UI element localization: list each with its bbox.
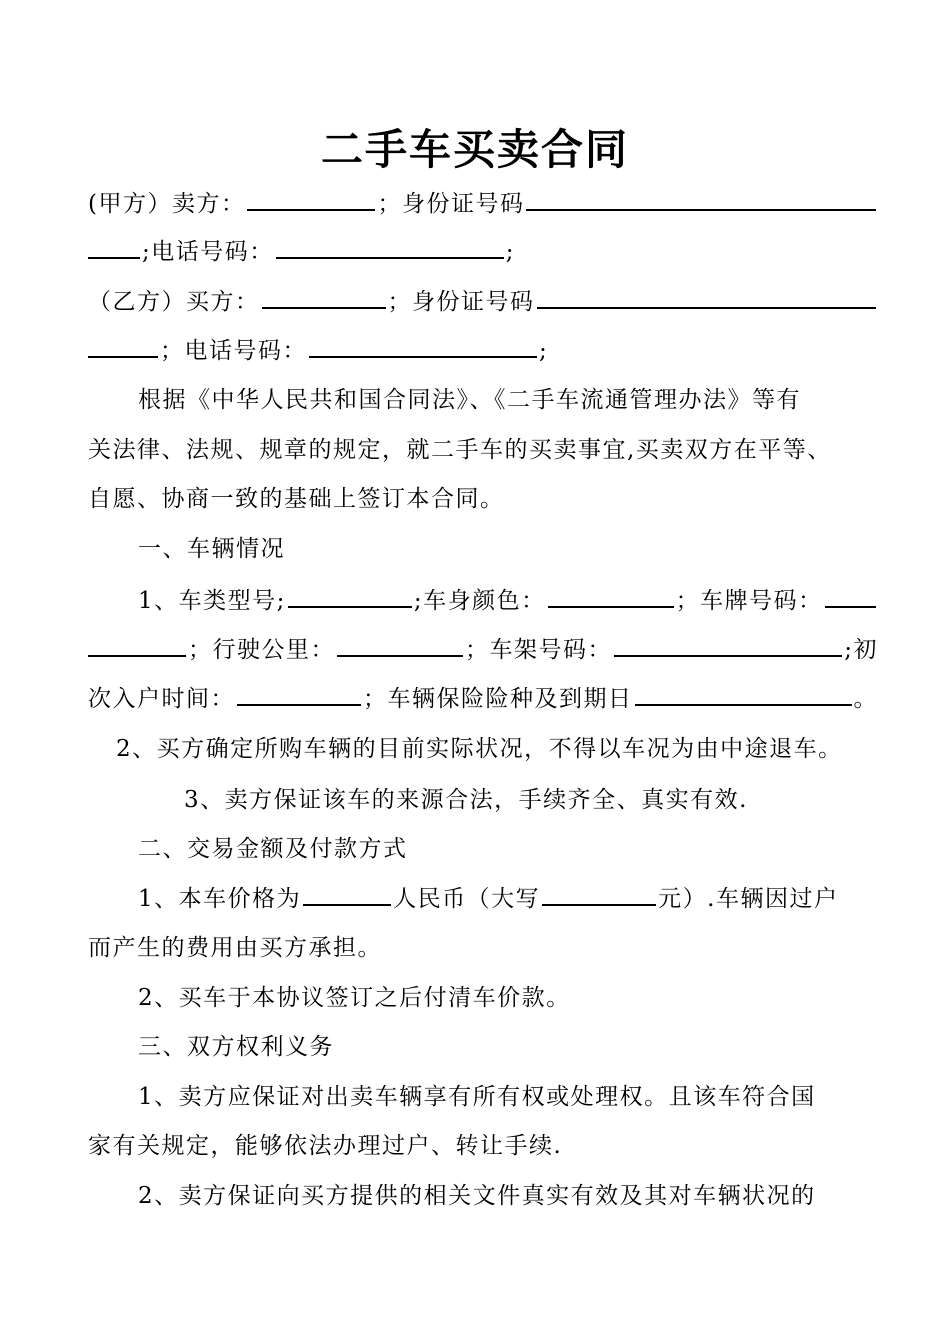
seller-end: ; [505,239,515,265]
model-blank [288,584,412,608]
seller-id-blank-cont [88,235,140,259]
price-transfer-text: 元）.车辆因过户 [658,886,839,912]
party-a-line-1 [88,186,878,222]
preamble-line-1: 根据《中华人民共和国合同法》、《二手车流通管理办法》等有 [138,387,801,413]
buyer-id-blank-cont [88,334,158,358]
preamble-line-2: 关法律、法规、规章的规定，就二手车的买卖事宜,买卖双方在平等、 [88,437,832,463]
buyer-phone-label: ；电话号码： [160,338,307,364]
seller-phone-label: ;电话号码： [142,239,274,265]
mileage-blank [337,633,463,657]
buyer-end: ; [539,338,549,364]
color-label: ;车身颜色： [413,588,546,614]
price-line-2: 而产生的费用由买方承担。 [88,935,382,961]
buyer-name-blank [262,285,386,309]
seller-id-label: ；身份证号码 [377,191,525,217]
party-a-line-2 [88,234,878,270]
preamble-line-3: 自愿、协商一致的基础上签订本合同。 [88,486,505,512]
mileage-label: ；行驶公里： [188,637,335,663]
price-rmb-label: 人民币（大写 [393,886,541,912]
seller-name-blank [247,187,375,211]
insurance-end: 。 [853,686,878,712]
buyer-label: （乙方）买方： [88,289,260,315]
vin-blank [614,633,842,657]
seller-id-blank [526,187,876,211]
buyer-id-label: ；身份证号码 [387,289,535,315]
vehicle-item-2: 2、买方确定所购车辆的目前实际状况，不得以车况为由中途退车。 [116,736,843,762]
price-line-1 [138,881,878,917]
vin-label: ；车架号码： [465,637,612,663]
price-blank [303,882,391,906]
insurance-blank [635,682,852,706]
rights-item-1-line-2: 家有关规定，能够依法办理过户、转让手续. [88,1133,563,1159]
vehicle-line-2 [88,632,878,668]
section-3-heading: 三、双方权利义务 [138,1034,334,1060]
plate-blank [825,584,876,608]
price-label: 1、本车价格为 [138,886,302,912]
insurance-label: ；车辆保险险种及到期日 [363,686,633,712]
price-upper-blank [542,882,656,906]
plate-blank-cont [88,633,186,657]
payment-item-2: 2、买车于本协议签订之后付清车价款。 [138,985,571,1011]
color-blank [548,584,674,608]
party-b-line-1 [88,284,878,320]
first-reg-start: ;初 [844,637,878,663]
rights-item-1-line-1: 1、卖方应保证对出卖车辆享有所有权或处理权。且该车符合国 [138,1084,816,1110]
vehicle-line-3 [88,681,878,717]
section-1-heading: 一、车辆情况 [138,536,285,562]
model-label: 1、车类型号; [138,588,286,614]
rights-item-2: 2、卖方保证向买方提供的相关文件真实有效及其对车辆状况的 [138,1183,816,1209]
seller-phone-blank [276,235,504,259]
first-reg-blank [237,682,361,706]
buyer-phone-blank [309,334,537,358]
first-reg-label: 次入户时间： [88,686,235,712]
seller-label: (甲方）卖方： [88,191,246,217]
page-title: 二手车买卖合同 [320,125,629,174]
section-2-heading: 二、交易金额及付款方式 [138,836,408,862]
vehicle-line-1 [138,583,878,619]
plate-label: ；车牌号码： [675,588,823,614]
vehicle-item-3: 3、卖方保证该车的来源合法，手续齐全、真实有效. [184,787,748,813]
party-b-line-2 [88,333,878,369]
buyer-id-blank [537,285,877,309]
